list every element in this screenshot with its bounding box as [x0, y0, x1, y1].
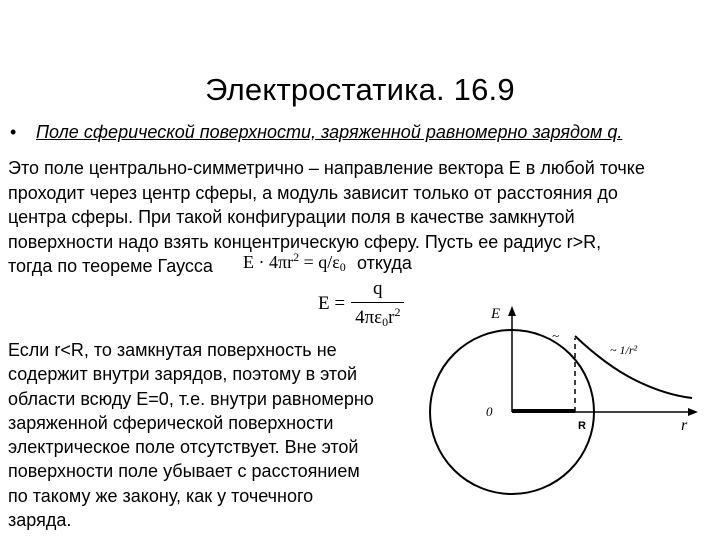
- eq-rhs: = q/ε: [299, 252, 340, 272]
- text-line: заряженной сферической поверхности: [8, 412, 334, 433]
- text-line: электрическое поле отсутствует. Вне этой: [8, 437, 359, 458]
- text-line: тогда по теореме Гаусса: [8, 256, 213, 276]
- field-fraction: [351, 278, 404, 330]
- eq-exp: 2: [293, 250, 300, 264]
- bullet-text: Поле сферической поверхности, заряженной равномерно зарядом q.: [36, 122, 623, 142]
- bullet-icon: •: [10, 122, 17, 142]
- slide-title: Электростатика. 16.9: [205, 72, 515, 107]
- text-line: проходит через центр сферы, а модуль зависит только от расстояния до: [8, 182, 618, 203]
- y-axis-arrow: [508, 306, 516, 316]
- text-line: заряда.: [8, 510, 72, 531]
- text-line: области всюду Е=0, т.е. внутри равномерно: [8, 388, 374, 409]
- field-lhs: E =: [318, 293, 346, 314]
- eq-lhs: E · 4πr: [243, 252, 294, 272]
- field-diagram: [420, 300, 710, 535]
- after-equation-text: откуда: [357, 253, 412, 273]
- text-line: Это поле центрально-симметрично – направление вектора Е в любой точке: [8, 158, 645, 178]
- text-line: поверхности поле убывает с расстоянием: [8, 461, 360, 482]
- text-line: содержит внутри зарядов, поэтому в этой: [8, 364, 358, 385]
- axis-x-label: r: [681, 417, 688, 434]
- x-axis-arrow: [688, 408, 698, 416]
- gauss-equation: [243, 250, 346, 275]
- text-line: поверхности надо взять концентрическую сферу. Пусть ее радиус r>R,: [8, 231, 602, 252]
- paragraph-inside: [8, 338, 428, 532]
- axis-y-label: E: [491, 306, 501, 322]
- field-equation: [318, 278, 404, 330]
- text-line: Если r<R, то замкнутая поверхность не: [8, 340, 337, 360]
- fraction-denominator: $4\pi\varepsilon_0r^2$: [351, 302, 404, 330]
- text-line: центра сферы. При такой конфигурации поля в качестве замкнутой: [8, 207, 575, 227]
- text-line: по такому же закону, как у точечного: [8, 485, 314, 506]
- origin-label: 0: [486, 404, 493, 419]
- bullet-point: [10, 122, 622, 143]
- step-label: ~: [552, 328, 560, 343]
- radius-label: R: [578, 420, 586, 432]
- fraction-numerator: q: [373, 278, 383, 299]
- curve-label: ~ 1/r²: [610, 343, 638, 357]
- eq-sub: 0: [339, 260, 346, 274]
